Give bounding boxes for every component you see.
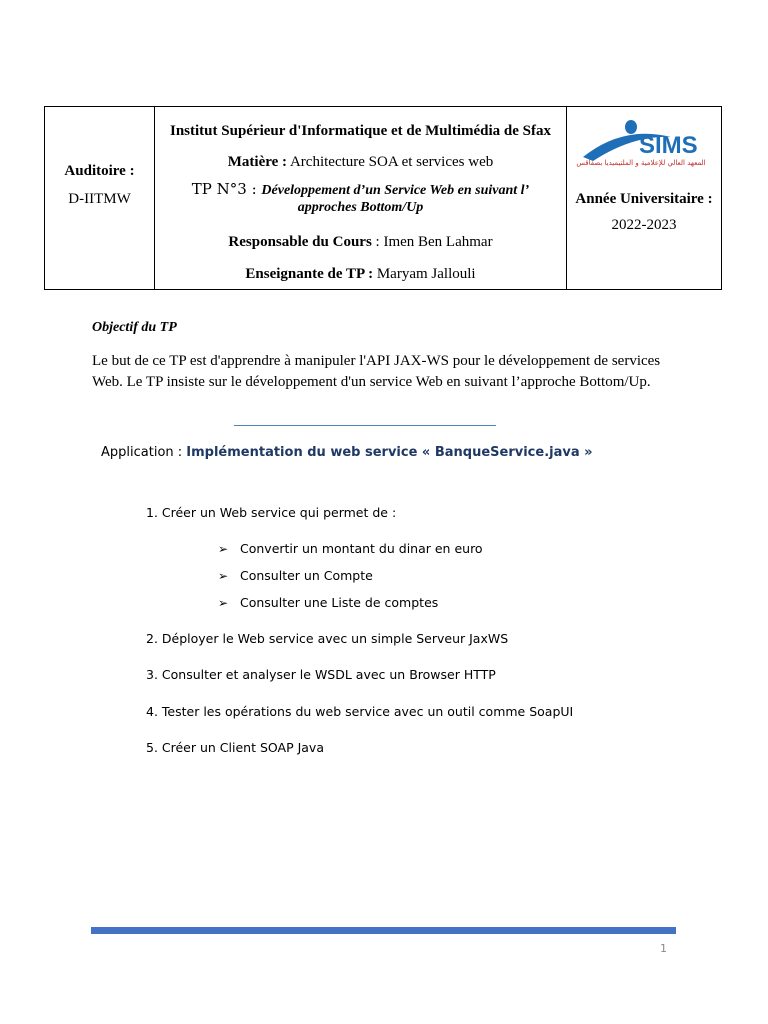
annee-label: Année Universitaire :	[575, 191, 713, 207]
isims-logo	[573, 117, 719, 175]
year-cell	[567, 107, 721, 289]
responsable-value: : Imen Ben Lahmar	[371, 234, 493, 250]
objectif-title: Objectif du TP	[92, 320, 177, 335]
step-1: 1. Créer un Web service qui permet de :	[146, 505, 397, 520]
sub-item-label: Convertir un montant du dinar en euro	[240, 541, 483, 556]
auditoire-value: D-IITMW	[68, 191, 131, 207]
course-info-cell	[155, 107, 567, 289]
arrow-bullet-icon: ➢	[218, 596, 229, 610]
tp-title: Développement d’un Service Web en suivant l’ approches Bottom/Up	[261, 183, 530, 215]
arrow-bullet-icon: ➢	[218, 542, 229, 556]
arrow-bullet-icon: ➢	[218, 569, 229, 583]
application-value: Implémentation du web service « BanqueService.java »	[186, 445, 593, 460]
enseignante-value: Maryam Jallouli	[373, 266, 476, 282]
step-2: 2. Déployer le Web service avec un simple Serveur JaxWS	[146, 631, 509, 646]
step-5: 5. Créer un Client SOAP Java	[146, 740, 324, 755]
enseignante-label: Enseignante de TP :	[245, 266, 374, 282]
matiere-value: Architecture SOA et services web	[287, 154, 494, 170]
sub-item-label: Consulter une Liste de comptes	[240, 595, 439, 610]
sub-item	[218, 541, 483, 556]
auditoire-label: Auditoire :	[64, 163, 135, 179]
section-divider	[234, 425, 496, 426]
enseignante-line	[155, 266, 566, 283]
tp-title-line	[155, 181, 566, 216]
step-4: 4. Tester les opérations du web service avec un outil comme SoapUI	[146, 704, 574, 719]
matiere-label: Matière :	[227, 154, 288, 170]
intro-paragraph: Le but de ce TP est d'apprendre à manipuler l'API JAX-WS pour le développement de services Web. Le TP insiste sur le développement d'un service Web en suivant l’approche Bottom/Up.	[92, 353, 661, 390]
application-line	[101, 445, 593, 460]
logo-text: SIMS	[639, 132, 698, 159]
application-label: Application :	[101, 445, 187, 460]
responsable-label: Responsable du Cours	[228, 234, 372, 250]
logo-arabic-text: المعهد العالي للإعلامية و الملتيميديا بصفاقس	[576, 159, 706, 167]
footer-bar	[91, 927, 676, 934]
matiere-line	[155, 154, 566, 171]
responsable-line	[155, 234, 566, 251]
sub-item	[218, 595, 438, 610]
auditoire-cell	[45, 107, 155, 289]
page-number: 1	[660, 942, 667, 955]
sub-item-label: Consulter un Compte	[240, 568, 373, 583]
header-table	[44, 106, 722, 290]
institute-name: Institut Supérieur d'Informatique et de Multimédia de Sfax	[170, 123, 551, 139]
sub-item	[218, 568, 373, 583]
tp-number: TP N°3 :	[191, 180, 262, 198]
step-3: 3. Consulter et analyser le WSDL avec un Browser HTTP	[146, 667, 496, 682]
annee-value: 2022-2023	[611, 217, 677, 233]
